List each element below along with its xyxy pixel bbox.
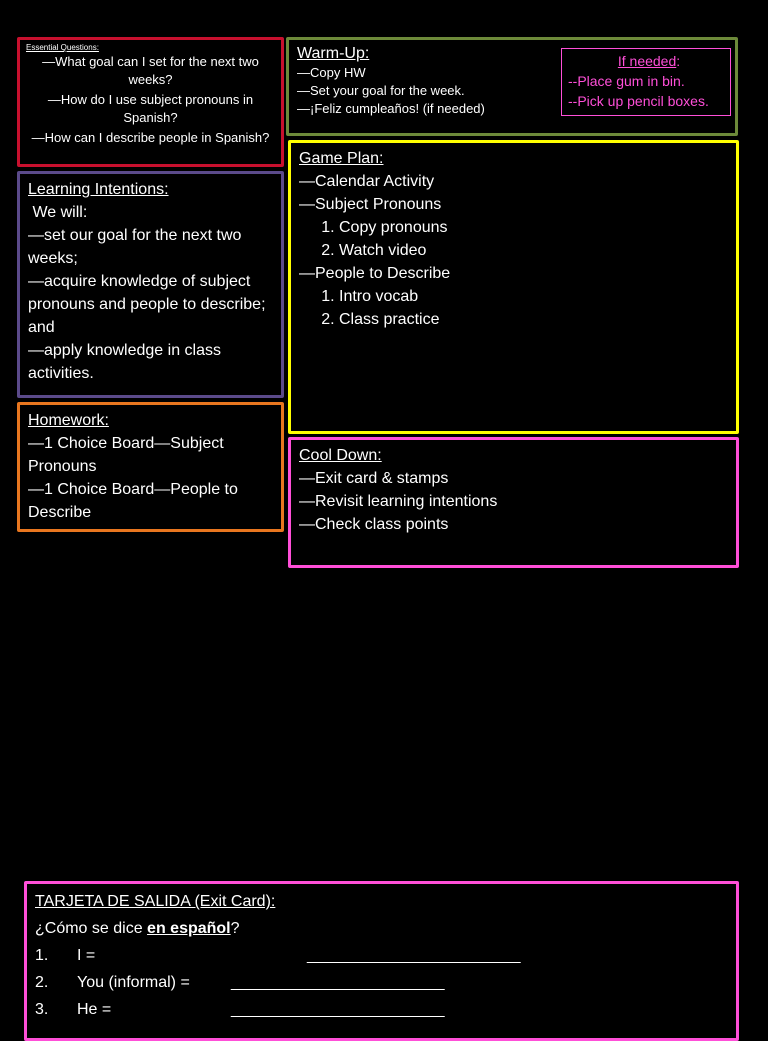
exit-card-title: TARJETA DE SALIDA (Exit Card): xyxy=(35,893,276,910)
essential-questions-heading: Essential Questions: xyxy=(26,43,99,52)
exit-card-question-emphasis: en español xyxy=(147,920,231,937)
game-plan-subitem: 2. Class practice xyxy=(339,308,728,331)
exit-card-row-label: You (informal) = xyxy=(77,974,190,991)
learning-intentions-box xyxy=(17,171,284,398)
if-needed-title: If needed xyxy=(617,53,677,69)
exit-card-row-label: I = xyxy=(77,947,96,964)
exit-card-question-post: ? xyxy=(230,920,240,937)
learning-intentions-title: Learning Intentions: xyxy=(28,181,169,198)
homework-item: —1 Choice Board—People to Describe xyxy=(28,481,238,521)
learning-intention: —acquire knowledge of subject pronouns and people to describe; and xyxy=(28,273,266,336)
warmup-item: —¡Feliz cumpleaños! (if needed) xyxy=(297,101,485,116)
game-plan-item: —Calendar Activity xyxy=(299,173,435,190)
if-needed-item: --Pick up pencil boxes. xyxy=(568,93,709,109)
warmup-item: —Copy HW xyxy=(297,65,366,80)
game-plan-box xyxy=(288,140,739,434)
essential-question: —What goal can I set for the next two weeks? xyxy=(42,54,259,87)
exit-card-row-number: 1. xyxy=(35,947,49,964)
essential-question: —How do I use subject pronouns in Spanish? xyxy=(47,92,254,125)
essential-questions-box xyxy=(17,37,284,167)
exit-card-row xyxy=(35,969,728,996)
cool-down-item: —Check class points xyxy=(299,516,449,533)
essential-question: —How can I describe people in Spanish? xyxy=(31,130,270,145)
game-plan-sublist xyxy=(299,285,728,331)
game-plan-subitem: 1. Intro vocab xyxy=(339,285,728,308)
exit-card-row xyxy=(35,996,728,1023)
exit-card-row-label: He = xyxy=(77,1001,112,1018)
essential-questions-list xyxy=(26,53,275,147)
game-plan-subitem: 2. Watch video xyxy=(339,239,728,262)
if-needed-box xyxy=(561,48,731,116)
learning-intention: —apply knowledge in class activities. xyxy=(28,342,221,382)
cool-down-title: Cool Down: xyxy=(299,447,382,464)
cool-down-item: —Revisit learning intentions xyxy=(299,493,498,510)
homework-item: —1 Choice Board—Subject Pronouns xyxy=(28,435,224,475)
exit-card-row-number: 3. xyxy=(35,1001,49,1018)
learning-intention: —set our goal for the next two weeks; xyxy=(28,227,242,267)
game-plan-item: —People to Describe xyxy=(299,265,451,282)
exit-card-row-number: 2. xyxy=(35,974,49,991)
exit-card-question xyxy=(35,915,728,942)
game-plan-title: Game Plan: xyxy=(299,150,384,167)
game-plan-sublist xyxy=(299,216,728,262)
warmup-title: Warm-Up: xyxy=(297,45,370,62)
exit-card-box xyxy=(24,881,739,1041)
game-plan-item: —Subject Pronouns xyxy=(299,196,442,213)
cool-down-item: —Exit card & stamps xyxy=(299,470,449,487)
exit-card-answer-blank: ________________________ xyxy=(231,974,445,991)
cool-down-box xyxy=(288,437,739,568)
exit-card-question-pre: ¿Cómo se dice xyxy=(35,920,148,937)
homework-title: Homework: xyxy=(28,412,109,429)
warmup-item: —Set your goal for the week. xyxy=(297,83,465,98)
if-needed-item: --Place gum in bin. xyxy=(568,73,685,89)
game-plan-subitem: 1. Copy pronouns xyxy=(339,216,728,239)
exit-card-answer-blank: ________________________ xyxy=(307,947,521,964)
warmup-box xyxy=(286,37,738,136)
exit-card-row xyxy=(35,942,728,969)
if-needed-colon: : xyxy=(676,53,681,69)
homework-box xyxy=(17,402,284,532)
if-needed-heading xyxy=(568,51,730,71)
learning-intentions-intro: We will: xyxy=(28,204,88,221)
exit-card-answer-blank: ________________________ xyxy=(231,1001,445,1018)
